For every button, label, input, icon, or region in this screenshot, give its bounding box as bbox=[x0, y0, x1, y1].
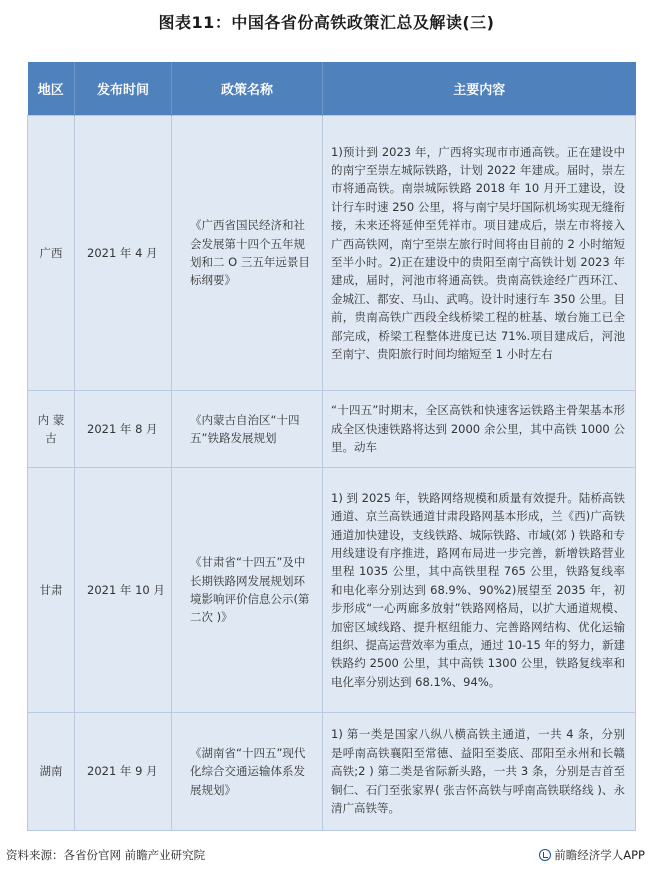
region-cell: 广西 bbox=[28, 116, 75, 391]
date-cell: 2021 年 4 月 bbox=[75, 116, 172, 391]
table-row bbox=[28, 713, 636, 831]
brand-credit bbox=[539, 847, 645, 863]
region-cell: 内 蒙 古 bbox=[28, 391, 75, 468]
content-cell: 1) 到 2025 年，铁路网络规模和质量有效提升。陆桥高铁通道、京兰高铁通道甘肃段路网基本形成，兰《西)广高铁通道加快建设，支线铁路、城际铁路、市域(郊 ) 铁路和专用线建设有序推进，路网布局进一步完善，新增铁路营业里程 1035 公里，其中高铁里程 765 公里，铁路复线率和电化率分别达到 68.9%、90%2)展望至 2035 年，初步形成“一心两廊多放射”铁路网格局，以扩大通道规模、加密区域线路、提升枢纽能力、完善路网结构、优化运输组织、提高运营效率为重点，通过 10-15 年的努力，新建铁路约 2500 公里，其中高铁 1300 公里，铁路复线率和电化率分别达到 68.1%、94%。 bbox=[323, 468, 636, 713]
table-row bbox=[28, 468, 636, 713]
date-cell: 2021 年 10 月 bbox=[75, 468, 172, 713]
policy-cell: 《内蒙古自治区“十四五”铁路发展规划 bbox=[172, 391, 323, 468]
region-cell: 湖南 bbox=[28, 713, 75, 831]
table-row bbox=[28, 391, 636, 468]
header-date: 发布时间 bbox=[75, 62, 172, 116]
chart-title: 图表11：中国各省份高铁政策汇总及解读(三) bbox=[158, 13, 495, 32]
header-content: 主要内容 bbox=[323, 62, 636, 116]
date-cell: 2021 年 8 月 bbox=[75, 391, 172, 468]
content-cell: “十四五”时期末，全区高铁和快速客运铁路主骨架基本形成全区快速铁路将达到 2000 余公里，其中高铁 1000 公里。动车 bbox=[323, 391, 636, 468]
region-cell: 甘肃 bbox=[28, 468, 75, 713]
source-note: 资料来源：各省份官网 前瞻产业研究院 bbox=[6, 848, 206, 862]
policy-cell: 《甘肃省“十四五”及中长期铁路网发展规划环境影响评价信息公示(第二次 )》 bbox=[172, 468, 323, 713]
content-cell: 1) 第一类是国家八纵八横高铁主通道，一共 4 条，分别是呼南高铁襄阳至常德、益阳至娄底、邵阳至永州和长赣高铁;2 ) 第二类是省际新头路，一共 3 条，分别是吉首至铜仁、石门至张家界( 张吉怀高铁与呼南高铁联络线 )、永清广高铁等。 bbox=[323, 713, 636, 831]
date-cell: 2021 年 9 月 bbox=[75, 713, 172, 831]
table-row bbox=[28, 116, 636, 391]
header-region: 地区 bbox=[28, 62, 75, 116]
policy-cell: 《湖南省“十四五”现代化综合交通运输体系发展规划》 bbox=[172, 713, 323, 831]
brand-label: 前瞻经济学人APP bbox=[554, 848, 645, 862]
header-policy: 政策名称 bbox=[172, 62, 323, 116]
table-header-row bbox=[28, 62, 636, 116]
qianzhan-logo-icon bbox=[539, 849, 551, 861]
policy-cell: 《广西省国民经济和社会发展第十四个五年规划和二 O 三五年远景目标纲要》 bbox=[172, 116, 323, 391]
policy-table bbox=[27, 62, 636, 831]
content-cell: 1)预计到 2023 年，广西将实现市市通高铁。正在建设中的南宁至崇左城际铁路，计划 2022 年建成。届时，崇左市将通高铁。南崇城际铁路 2018 年 10 月开工建设，设计行车时速 250 公里，将与南宁吴圩国际机场实现无缝衔接，未来还将延伸至凭祥市。项目建成后，崇左市将接入广西高铁网，南宁至崇左旅行时间将由目前的 2 小时缩短至半小时。2)正在建设中的贵阳至南宁高铁计划 2023 年建成，届时，河池市将通高铁。贵南高铁途经广西环江、金城江、都安、马山、武鸣。设计时速行车 350 公里。目前，贵南高铁广西段全线桥梁工程的桩基、墩台施工已全部完成，桥梁工程整体进度已达 71%.项目建成后，河池至南宁、贵阳旅行时间均缩短至 1 小时左右 bbox=[323, 116, 636, 391]
